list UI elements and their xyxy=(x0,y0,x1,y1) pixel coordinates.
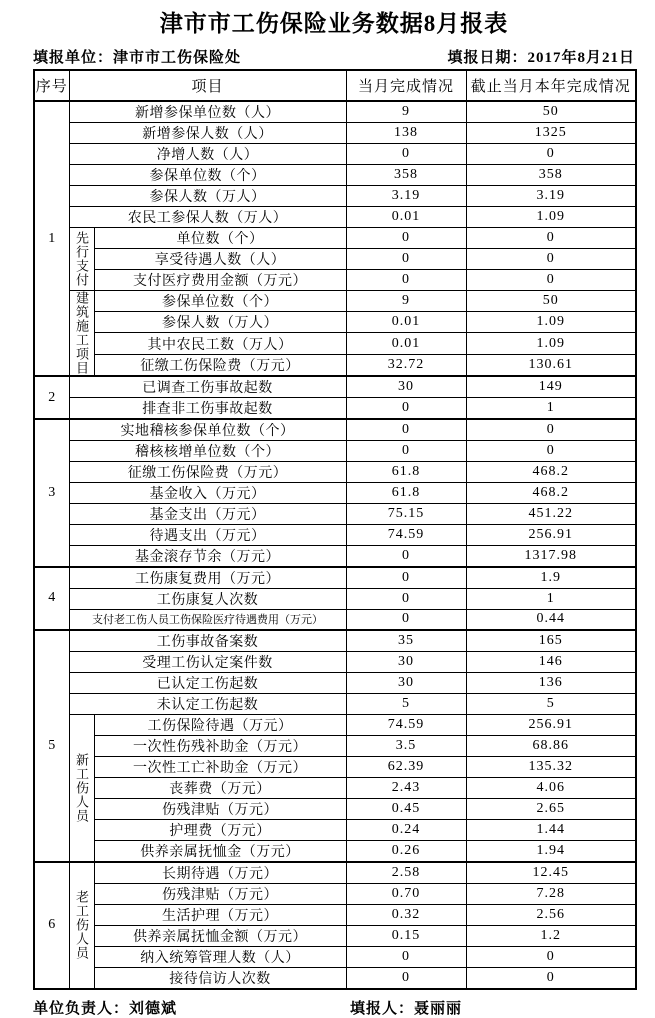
item-label: 单位数（个） xyxy=(94,228,346,249)
value-current-month: 0.26 xyxy=(346,840,466,862)
value-current-month: 61.8 xyxy=(346,462,466,483)
table-row xyxy=(34,525,636,546)
value-year-to-date: 130.61 xyxy=(466,354,636,376)
value-year-to-date: 0.44 xyxy=(466,610,636,630)
footer-reporter-label: 填报人： xyxy=(350,1000,415,1017)
section-number: 3 xyxy=(34,419,69,567)
item-label: 供养亲属抚恤金额（万元） xyxy=(94,925,346,946)
item-label: 工伤事故备案数 xyxy=(69,630,346,652)
table-row xyxy=(34,672,636,693)
table-row xyxy=(34,376,636,398)
value-year-to-date: 1.09 xyxy=(466,207,636,228)
value-current-month: 61.8 xyxy=(346,483,466,504)
item-label: 基金支出（万元） xyxy=(69,504,346,525)
report-table-body xyxy=(34,101,636,989)
value-year-to-date: 1317.98 xyxy=(466,546,636,568)
value-year-to-date: 4.06 xyxy=(466,777,636,798)
value-current-month: 0.45 xyxy=(346,798,466,819)
table-row xyxy=(34,567,636,589)
value-current-month: 30 xyxy=(346,672,466,693)
value-current-month: 0 xyxy=(346,546,466,568)
value-year-to-date: 1 xyxy=(466,589,636,610)
value-year-to-date: 1.09 xyxy=(466,312,636,333)
item-label: 一次性工亡补助金（万元） xyxy=(94,756,346,777)
value-current-month: 74.59 xyxy=(346,714,466,735)
value-current-month: 0 xyxy=(346,419,466,441)
item-label: 接待信访人次数 xyxy=(94,967,346,989)
report-date-label: 填报日期： xyxy=(447,50,528,66)
value-year-to-date: 256.91 xyxy=(466,714,636,735)
value-current-month: 32.72 xyxy=(346,354,466,376)
value-current-month: 9 xyxy=(346,291,466,312)
item-label: 实地稽核参保单位数（个） xyxy=(69,419,346,441)
table-row xyxy=(34,462,636,483)
item-label: 纳入统筹管理人数（人） xyxy=(94,946,346,967)
value-year-to-date: 2.56 xyxy=(466,904,636,925)
value-year-to-date: 0 xyxy=(466,967,636,989)
item-label: 供养亲属抚恤金（万元） xyxy=(94,840,346,862)
table-row xyxy=(34,228,636,249)
table-row xyxy=(34,630,636,652)
table-row xyxy=(34,144,636,165)
value-year-to-date: 451.22 xyxy=(466,504,636,525)
item-label: 工伤康复费用（万元） xyxy=(69,567,346,589)
value-current-month: 2.43 xyxy=(346,777,466,798)
item-label: 已认定工伤起数 xyxy=(69,672,346,693)
table-row xyxy=(34,333,636,354)
footer-manager xyxy=(33,997,350,1018)
value-year-to-date: 3.19 xyxy=(466,186,636,207)
footer-reporter-value: 聂丽丽 xyxy=(414,1000,463,1017)
table-row xyxy=(34,651,636,672)
value-current-month: 0.01 xyxy=(346,333,466,354)
table-row xyxy=(34,798,636,819)
item-label: 基金收入（万元） xyxy=(69,483,346,504)
table-row xyxy=(34,819,636,840)
table-row xyxy=(34,398,636,420)
report-date xyxy=(447,46,635,67)
value-year-to-date: 0 xyxy=(466,270,636,291)
table-row xyxy=(34,777,636,798)
value-current-month: 3.5 xyxy=(346,735,466,756)
table-row xyxy=(34,270,636,291)
value-year-to-date: 7.28 xyxy=(466,883,636,904)
item-label: 征缴工伤保险费（万元） xyxy=(94,354,346,376)
item-label: 支付老工伤人员工伤保险医疗待遇费用（万元） xyxy=(69,610,346,630)
group-label: 老工伤人员 xyxy=(69,862,94,989)
meta-row xyxy=(33,46,635,67)
value-year-to-date: 5 xyxy=(466,693,636,714)
group-label: 先行支付 xyxy=(69,228,94,291)
table-row xyxy=(34,291,636,312)
group-label: 新工伤人员 xyxy=(69,714,94,862)
item-label: 未认定工伤起数 xyxy=(69,693,346,714)
item-label: 工伤康复人次数 xyxy=(69,589,346,610)
item-label: 待遇支出（万元） xyxy=(69,525,346,546)
table-row xyxy=(34,101,636,123)
value-year-to-date: 2.65 xyxy=(466,798,636,819)
value-year-to-date: 468.2 xyxy=(466,483,636,504)
footer-reporter xyxy=(350,997,462,1018)
value-year-to-date: 68.86 xyxy=(466,735,636,756)
value-current-month: 0 xyxy=(346,398,466,420)
value-current-month: 0 xyxy=(346,249,466,270)
table-row xyxy=(34,883,636,904)
table-row xyxy=(34,165,636,186)
value-year-to-date: 0 xyxy=(466,946,636,967)
table-row xyxy=(34,186,636,207)
value-year-to-date: 1325 xyxy=(466,123,636,144)
table-row xyxy=(34,756,636,777)
value-year-to-date: 50 xyxy=(466,291,636,312)
item-label: 排查非工伤事故起数 xyxy=(69,398,346,420)
table-row xyxy=(34,714,636,735)
item-label: 基金滚存节余（万元） xyxy=(69,546,346,568)
item-label: 支付医疗费用金额（万元） xyxy=(94,270,346,291)
item-label: 参保单位数（个） xyxy=(94,291,346,312)
item-label: 参保人数（万人） xyxy=(69,186,346,207)
table-row xyxy=(34,925,636,946)
value-current-month: 0 xyxy=(346,228,466,249)
section-number: 6 xyxy=(34,862,69,989)
item-label: 征缴工伤保险费（万元） xyxy=(69,462,346,483)
table-row xyxy=(34,207,636,228)
table-row xyxy=(34,589,636,610)
value-year-to-date: 468.2 xyxy=(466,462,636,483)
footer-manager-label: 单位负责人： xyxy=(33,1000,130,1017)
table-row xyxy=(34,354,636,376)
table-row xyxy=(34,735,636,756)
table-row xyxy=(34,504,636,525)
table-row xyxy=(34,840,636,862)
value-current-month: 0.70 xyxy=(346,883,466,904)
value-current-month: 0 xyxy=(346,589,466,610)
footer-manager-value: 刘德斌 xyxy=(129,1000,178,1017)
value-current-month: 0 xyxy=(346,144,466,165)
value-year-to-date: 165 xyxy=(466,630,636,652)
table-row xyxy=(34,904,636,925)
item-label: 丧葬费（万元） xyxy=(94,777,346,798)
item-label: 伤残津贴（万元） xyxy=(94,798,346,819)
value-current-month: 0 xyxy=(346,270,466,291)
group-label: 建筑施工项目 xyxy=(69,291,94,377)
value-year-to-date: 358 xyxy=(466,165,636,186)
item-label: 生活护理（万元） xyxy=(94,904,346,925)
item-label: 受理工伤认定案件数 xyxy=(69,651,346,672)
col-header-item: 项目 xyxy=(69,70,346,101)
report-date-value: 2017年8月21日 xyxy=(527,50,635,66)
value-year-to-date: 0 xyxy=(466,228,636,249)
value-current-month: 0 xyxy=(346,946,466,967)
value-year-to-date: 0 xyxy=(466,249,636,270)
col-header-year-to-date: 截止当月本年完成情况 xyxy=(466,70,636,101)
value-year-to-date: 1.09 xyxy=(466,333,636,354)
value-current-month: 358 xyxy=(346,165,466,186)
table-row xyxy=(34,483,636,504)
table-row xyxy=(34,610,636,630)
table-row xyxy=(34,312,636,333)
value-current-month: 0.01 xyxy=(346,207,466,228)
table-row xyxy=(34,862,636,884)
footer-row xyxy=(33,997,635,1018)
value-current-month: 62.39 xyxy=(346,756,466,777)
section-number: 1 xyxy=(34,101,69,376)
item-label: 护理费（万元） xyxy=(94,819,346,840)
value-year-to-date: 1.9 xyxy=(466,567,636,589)
col-header-seq: 序号 xyxy=(34,70,69,101)
value-current-month: 0 xyxy=(346,567,466,589)
value-current-month: 0.24 xyxy=(346,819,466,840)
value-current-month: 9 xyxy=(346,101,466,123)
value-year-to-date: 136 xyxy=(466,672,636,693)
report-table xyxy=(33,69,637,990)
value-year-to-date: 1.2 xyxy=(466,925,636,946)
item-label: 已调查工伤事故起数 xyxy=(69,376,346,398)
value-current-month: 75.15 xyxy=(346,504,466,525)
value-year-to-date: 1.94 xyxy=(466,840,636,862)
page-title: 津市市工伤保险业务数据8月报表 xyxy=(159,11,509,36)
table-row xyxy=(34,441,636,462)
value-current-month: 138 xyxy=(346,123,466,144)
value-year-to-date: 256.91 xyxy=(466,525,636,546)
table-row xyxy=(34,419,636,441)
table-row xyxy=(34,946,636,967)
value-current-month: 0 xyxy=(346,441,466,462)
value-year-to-date: 135.32 xyxy=(466,756,636,777)
value-current-month: 0.01 xyxy=(346,312,466,333)
report-unit-value: 津市市工伤保险处 xyxy=(113,50,242,66)
value-current-month: 0 xyxy=(346,967,466,989)
value-year-to-date: 149 xyxy=(466,376,636,398)
table-row xyxy=(34,123,636,144)
item-label: 享受待遇人数（人） xyxy=(94,249,346,270)
value-current-month: 3.19 xyxy=(346,186,466,207)
report-unit-label: 填报单位： xyxy=(33,50,114,66)
section-number: 5 xyxy=(34,630,69,862)
item-label: 参保人数（万人） xyxy=(94,312,346,333)
value-year-to-date: 146 xyxy=(466,651,636,672)
table-row xyxy=(34,546,636,568)
value-current-month: 2.58 xyxy=(346,862,466,884)
item-label: 新增参保人数（人） xyxy=(69,123,346,144)
value-year-to-date: 0 xyxy=(466,144,636,165)
value-year-to-date: 1 xyxy=(466,398,636,420)
value-year-to-date: 0 xyxy=(466,441,636,462)
item-label: 净增人数（人） xyxy=(69,144,346,165)
value-current-month: 30 xyxy=(346,376,466,398)
value-year-to-date: 0 xyxy=(466,419,636,441)
value-year-to-date: 1.44 xyxy=(466,819,636,840)
value-current-month: 74.59 xyxy=(346,525,466,546)
item-label: 长期待遇（万元） xyxy=(94,862,346,884)
item-label: 参保单位数（个） xyxy=(69,165,346,186)
table-row xyxy=(34,967,636,989)
value-current-month: 0.32 xyxy=(346,904,466,925)
value-year-to-date: 12.45 xyxy=(466,862,636,884)
value-current-month: 0.15 xyxy=(346,925,466,946)
value-current-month: 35 xyxy=(346,630,466,652)
value-current-month: 0 xyxy=(346,610,466,630)
item-label: 伤残津贴（万元） xyxy=(94,883,346,904)
value-current-month: 30 xyxy=(346,651,466,672)
item-label: 稽核核增单位数（个） xyxy=(69,441,346,462)
section-number: 4 xyxy=(34,567,69,630)
item-label: 其中农民工数（万人） xyxy=(94,333,346,354)
section-number: 2 xyxy=(34,376,69,419)
item-label: 农民工参保人数（万人） xyxy=(69,207,346,228)
col-header-current-month: 当月完成情况 xyxy=(346,70,466,101)
table-row xyxy=(34,249,636,270)
item-label: 工伤保险待遇（万元） xyxy=(94,714,346,735)
item-label: 一次性伤残补助金（万元） xyxy=(94,735,346,756)
header-row xyxy=(34,70,636,101)
table-row xyxy=(34,693,636,714)
item-label: 新增参保单位数（人） xyxy=(69,101,346,123)
report-unit xyxy=(33,46,241,67)
value-current-month: 5 xyxy=(346,693,466,714)
value-year-to-date: 50 xyxy=(466,101,636,123)
